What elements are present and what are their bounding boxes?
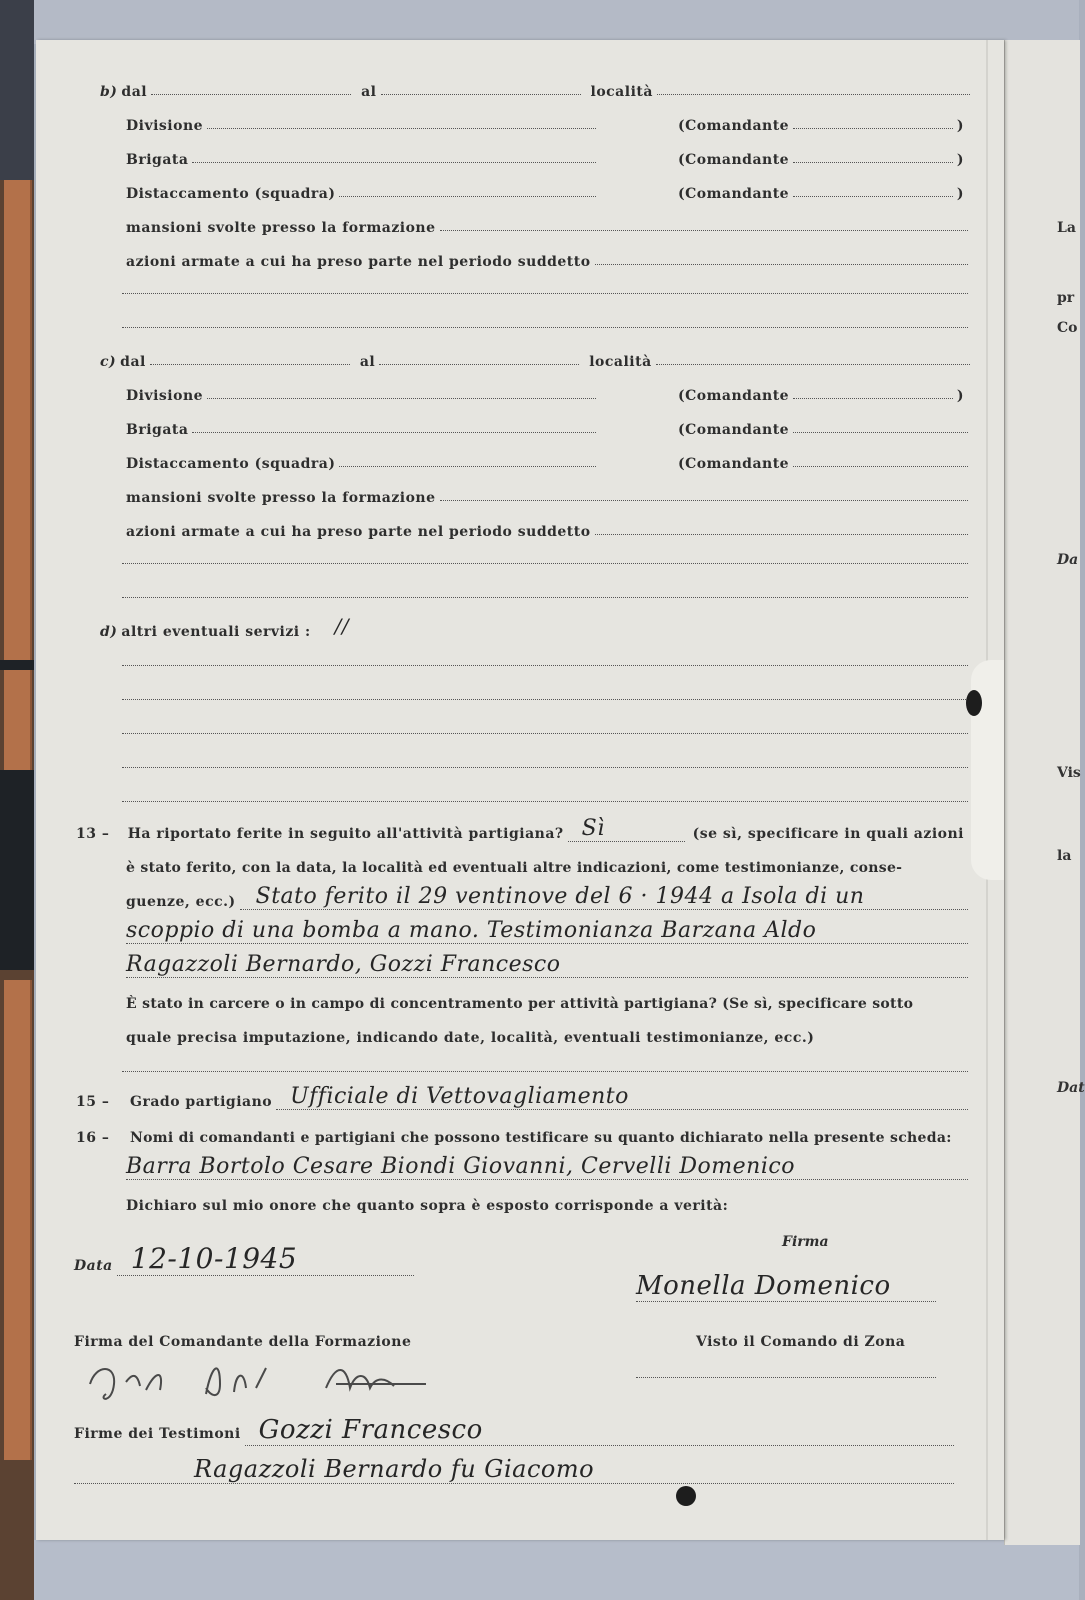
q16-number: 16 – <box>76 1130 110 1146</box>
facing-page-fragment: Da <box>1057 552 1079 568</box>
testimone-1: Gozzi Francesco <box>245 1415 954 1446</box>
book-binding <box>0 0 34 1600</box>
row-b-distaccamento <box>126 176 596 202</box>
blank-line <box>122 732 968 734</box>
q13-line3 <box>126 884 968 910</box>
facing-page-fragment: Dat <box>1057 1080 1085 1096</box>
comandante-field <box>793 431 968 433</box>
comandante-label: (Comandante <box>678 456 790 472</box>
blank-line <box>122 596 968 598</box>
q16-answer-row <box>126 1154 968 1180</box>
localita-label: località <box>589 354 652 370</box>
blank-line <box>122 766 968 768</box>
dal-field <box>151 93 351 95</box>
firma-comandante-label: Firma del Comandante della Formazione <box>74 1334 412 1350</box>
firma-row <box>636 1258 936 1302</box>
firma-label: Firma <box>782 1234 829 1250</box>
ink-blot <box>676 1486 696 1506</box>
q13-line5 <box>126 952 968 978</box>
visto-label: Visto il Comando di Zona <box>696 1334 906 1350</box>
brigata-label: Brigata <box>126 422 189 438</box>
row-b-comandante-3 <box>678 176 968 202</box>
binding-segment <box>4 670 32 770</box>
localita-field <box>657 93 970 95</box>
paren-close: ) <box>956 388 964 404</box>
row-c-divisione <box>126 378 596 404</box>
binding-segment <box>4 980 32 1460</box>
blank-line <box>122 326 968 328</box>
blank-line <box>122 664 968 666</box>
distaccamento-field <box>339 195 596 197</box>
testimoni-row-2 <box>74 1448 954 1484</box>
blank-line <box>122 698 968 700</box>
q13-question: Ha riportato ferite in seguito all'attività partigiana? <box>127 826 564 842</box>
testimone-2: Ragazzoli Bernardo fu Giacomo <box>74 1455 954 1484</box>
dal-label: dal <box>120 354 146 370</box>
data-value: 12-10-1945 <box>117 1242 414 1276</box>
visto-signature-line <box>636 1376 936 1378</box>
torn-hole <box>966 690 982 716</box>
background-top <box>0 0 1079 44</box>
brigata-field <box>192 161 596 163</box>
al-label: al <box>359 354 376 370</box>
blank-line <box>122 1070 968 1072</box>
localita-label: località <box>590 84 653 100</box>
q13-line2 <box>126 850 968 876</box>
divisione-field <box>207 397 596 399</box>
row-c-comandante-1 <box>678 378 968 404</box>
binding-gap <box>0 660 34 670</box>
background-bottom <box>0 1540 1079 1600</box>
distaccamento-field <box>339 465 596 467</box>
facing-page <box>1004 40 1085 1545</box>
comandante-field <box>793 465 968 467</box>
q15-answer: Ufficiale di Vettovagliamento <box>276 1084 968 1110</box>
section-letter: c) <box>100 354 117 370</box>
q15-row <box>76 1084 968 1110</box>
servizi-answer: // <box>334 614 350 638</box>
declaration-row <box>126 1188 968 1214</box>
al-field <box>381 93 581 95</box>
q13-answer: Sì <box>568 816 685 842</box>
localita-field <box>656 363 970 365</box>
comandante-label: (Comandante <box>678 152 790 168</box>
testimoni-row <box>74 1410 954 1446</box>
mansioni-label: mansioni svolte presso la formazione <box>126 490 436 506</box>
servizi-label: altri eventuali servizi : <box>121 624 311 640</box>
q14-line1 <box>126 986 968 1012</box>
comandante-field <box>793 397 953 399</box>
row-b-comandante-2 <box>678 142 968 168</box>
row-c-comandante-2 <box>678 412 968 438</box>
row-b-mansioni <box>126 210 968 236</box>
q14-question-1: È stato in carcere o in campo di concentramento per attività partigiana? (Se sì, specificare sotto <box>126 996 914 1012</box>
comandante-signature-scribble <box>86 1354 436 1404</box>
facing-page-fragment: Vis <box>1057 765 1081 781</box>
q16-answer: Barra Bortolo Cesare Biondi Giovanni, Cervelli Domenico <box>126 1154 968 1180</box>
section-letter: d) <box>100 624 118 640</box>
row-c-brigata <box>126 412 596 438</box>
paren-close: ) <box>956 152 964 168</box>
paren-close: ) <box>956 118 964 134</box>
binding-segment <box>4 180 32 660</box>
q15-number: 15 – <box>76 1094 110 1110</box>
row-c-distaccamento <box>126 446 596 472</box>
comandante-label: (Comandante <box>678 118 790 134</box>
azioni-label: azioni armate a cui ha preso parte nel periodo suddetto <box>126 254 591 270</box>
q13-line4 <box>126 918 968 944</box>
mansioni-field <box>440 499 968 501</box>
q15-label: Grado partigiano <box>130 1094 273 1110</box>
q13-answer-1: Stato ferito il 29 ventinove del 6 · 1944 a Isola di un <box>240 884 968 910</box>
comandante-label: (Comandante <box>678 186 790 202</box>
firma-value: Monella Domenico <box>636 1271 936 1302</box>
data-label: Data <box>74 1258 113 1274</box>
q13-question-2: è stato ferito, con la data, la località ed eventuali altre indicazioni, come testimonianze, conse- <box>126 860 903 876</box>
declaration: Dichiaro sul mio onore che quanto sopra è esposto corrisponde a verità: <box>126 1198 729 1214</box>
comandante-field <box>793 161 953 163</box>
q14-question-2: quale precisa imputazione, indicando date, località, eventuali testimonianze, ecc.) <box>126 1030 815 1046</box>
row-c-mansioni <box>126 480 968 506</box>
facing-page-fragment: Co <box>1057 320 1078 336</box>
firma-comandante-row <box>74 1324 474 1350</box>
azioni-field <box>595 533 968 535</box>
document-page <box>36 40 1004 1540</box>
q13-question-3: guenze, ecc.) <box>126 894 236 910</box>
q13-answer-3: Ragazzoli Bernardo, Gozzi Francesco <box>126 952 968 978</box>
q14-line2 <box>126 1020 968 1046</box>
q16-label: Nomi di comandanti e partigiani che possono testificare su quanto dichiarato nella presente scheda: <box>130 1130 952 1146</box>
visto-row <box>696 1324 956 1350</box>
comandante-label: (Comandante <box>678 388 790 404</box>
comandante-field <box>793 195 953 197</box>
brigata-field <box>192 431 596 433</box>
dal-field <box>150 363 350 365</box>
blank-line <box>122 292 968 294</box>
distaccamento-label: Distaccamento (squadra) <box>126 186 336 202</box>
row-b-azioni <box>126 244 968 270</box>
divisione-label: Divisione <box>126 118 204 134</box>
mansioni-field <box>440 229 968 231</box>
row-b-comandante-1 <box>678 108 968 134</box>
row-b-brigata <box>126 142 596 168</box>
azioni-field <box>595 263 968 265</box>
al-field <box>379 363 579 365</box>
section-letter: b) <box>100 84 118 100</box>
row-c-dal <box>100 344 970 370</box>
row-b-dal <box>100 74 970 100</box>
azioni-label: azioni armate a cui ha preso parte nel periodo suddetto <box>126 524 591 540</box>
data-row <box>74 1236 414 1276</box>
facing-page-fragment: pr <box>1057 290 1075 306</box>
comandante-field <box>793 127 953 129</box>
comandante-label: (Comandante <box>678 422 790 438</box>
blank-line <box>122 800 968 802</box>
row-d-servizi <box>100 614 970 640</box>
brigata-label: Brigata <box>126 152 189 168</box>
binding-gap <box>0 770 34 970</box>
distaccamento-label: Distaccamento (squadra) <box>126 456 336 472</box>
q16-row <box>76 1120 968 1146</box>
blank-line <box>122 562 968 564</box>
facing-page-fragment: la <box>1057 848 1072 864</box>
mansioni-label: mansioni svolte presso la formazione <box>126 220 436 236</box>
q13-number: 13 – <box>76 826 110 842</box>
al-label: al <box>361 84 377 100</box>
row-c-azioni <box>126 514 968 540</box>
comandante-signature <box>86 1354 436 1412</box>
firme-testimoni-label: Firme dei Testimoni <box>74 1426 241 1442</box>
facing-page-fragment: La <box>1057 220 1076 236</box>
binding-ribbon <box>0 0 34 180</box>
q13-question-cont: (se sì, specificare in quali azioni <box>692 826 964 842</box>
row-c-comandante-3 <box>678 446 968 472</box>
paren-close: ) <box>956 186 964 202</box>
divisione-field <box>207 127 596 129</box>
divisione-label: Divisione <box>126 388 204 404</box>
q13-answer-2: scoppio di una bomba a mano. Testimonianza Barzana Aldo <box>126 918 968 944</box>
dal-label: dal <box>121 84 148 100</box>
q13-line1 <box>76 816 968 842</box>
row-b-divisione <box>126 108 596 134</box>
